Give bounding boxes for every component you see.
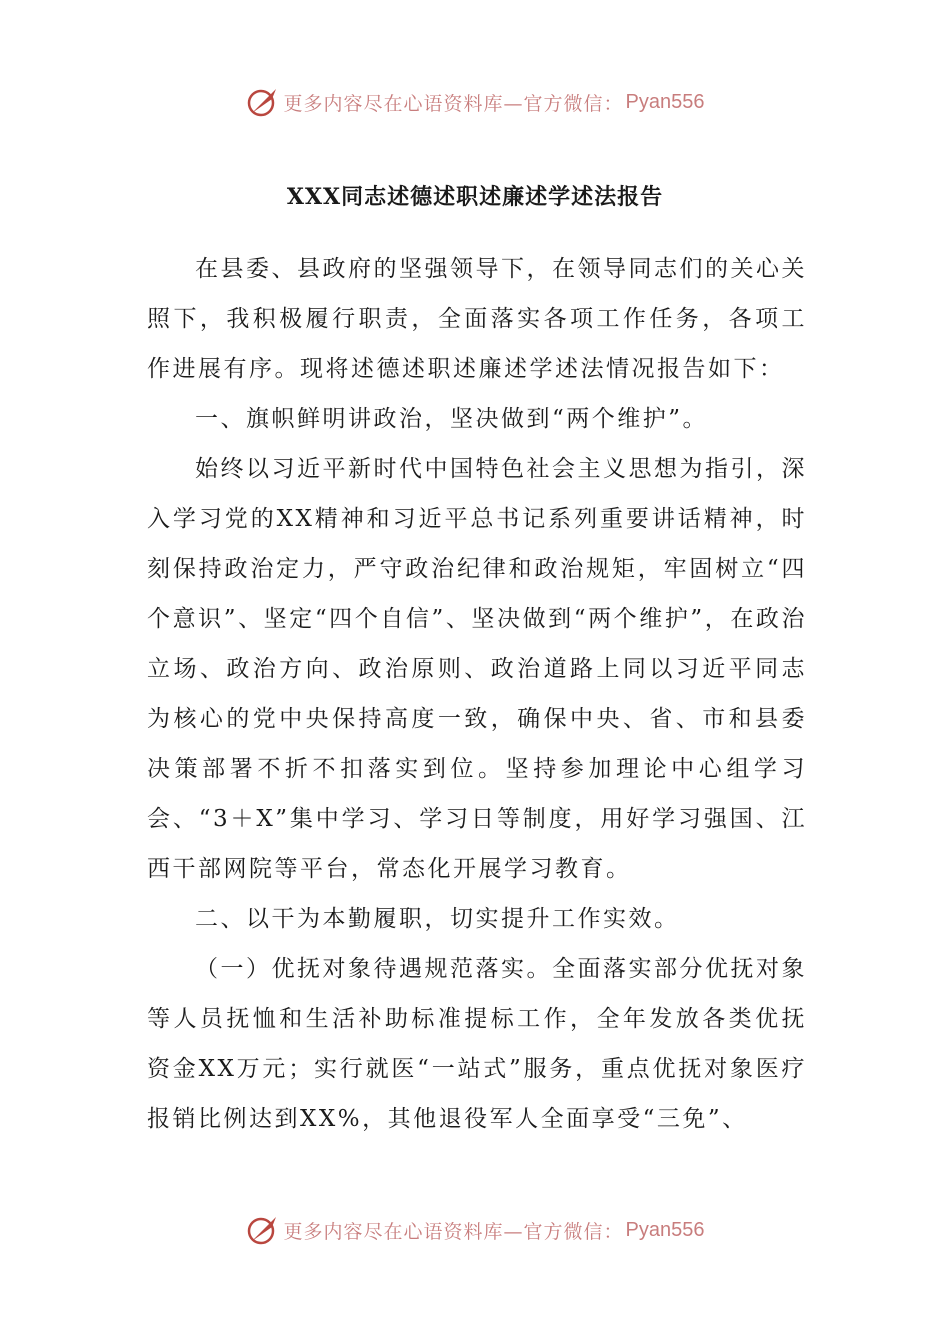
- header-banner: [0, 82, 950, 122]
- paragraph-intro: 在县委、县政府的坚强领导下，在领导同志们的关心关照下，我积极履行职责，全面落实各项工作任务，各项工作进展有序。现将述德述职述廉述学述法情况报告如下：: [147, 256, 807, 382]
- banner-text: 更多内容尽在心语资料库—官方微信：: [283, 1220, 624, 1243]
- quill-logo-icon: [246, 85, 280, 119]
- document-body: [147, 244, 807, 1144]
- document-title: XXX同志述德述职述廉述学述法报告: [286, 184, 664, 210]
- footer-banner: [0, 1210, 950, 1250]
- paragraph-politics: 始终以习近平新时代中国特色社会主义思想为指引，深入学习党的XX精神和习近平总书记系列重要讲话精神，时刻保持政治定力，严守政治纪律和政治规矩，牢固树立“四个意识”、坚定“四个自信”、坚决做到“两个维护”，在政治立场、政治方向、政治原则、政治道路上同以习近平同志为核心的党中央保持高度一致，确保中央、省、市和县委决策部署不折不扣落实到位。坚持参加理论中心组学习会、“3＋X”集中学习、学习日等制度，用好学习强国、江西干部网院等平台，常态化开展学习教育。: [147, 456, 807, 882]
- section-heading-1: 一、旗帜鲜明讲政治，坚决做到“两个维护”。: [195, 406, 709, 432]
- paragraph-subsection-1: （一）优抚对象待遇规范落实。全面落实部分优抚对象等人员抚恤和生活补助标准提标工作，全年发放各类优抚资金XX万元；实行就医“一站式”服务，重点优抚对象医疗报销比例达到XX%，其他退役军人全面享受“三免”、: [147, 956, 807, 1132]
- banner-wechat-id: Pyan556: [625, 90, 705, 113]
- section-heading-2: 二、以干为本勤履职，切实提升工作实效。: [195, 906, 680, 932]
- banner-text: 更多内容尽在心语资料库—官方微信：: [283, 92, 624, 115]
- quill-logo-icon: [246, 1213, 280, 1247]
- banner-wechat-id: Pyan556: [625, 1218, 705, 1241]
